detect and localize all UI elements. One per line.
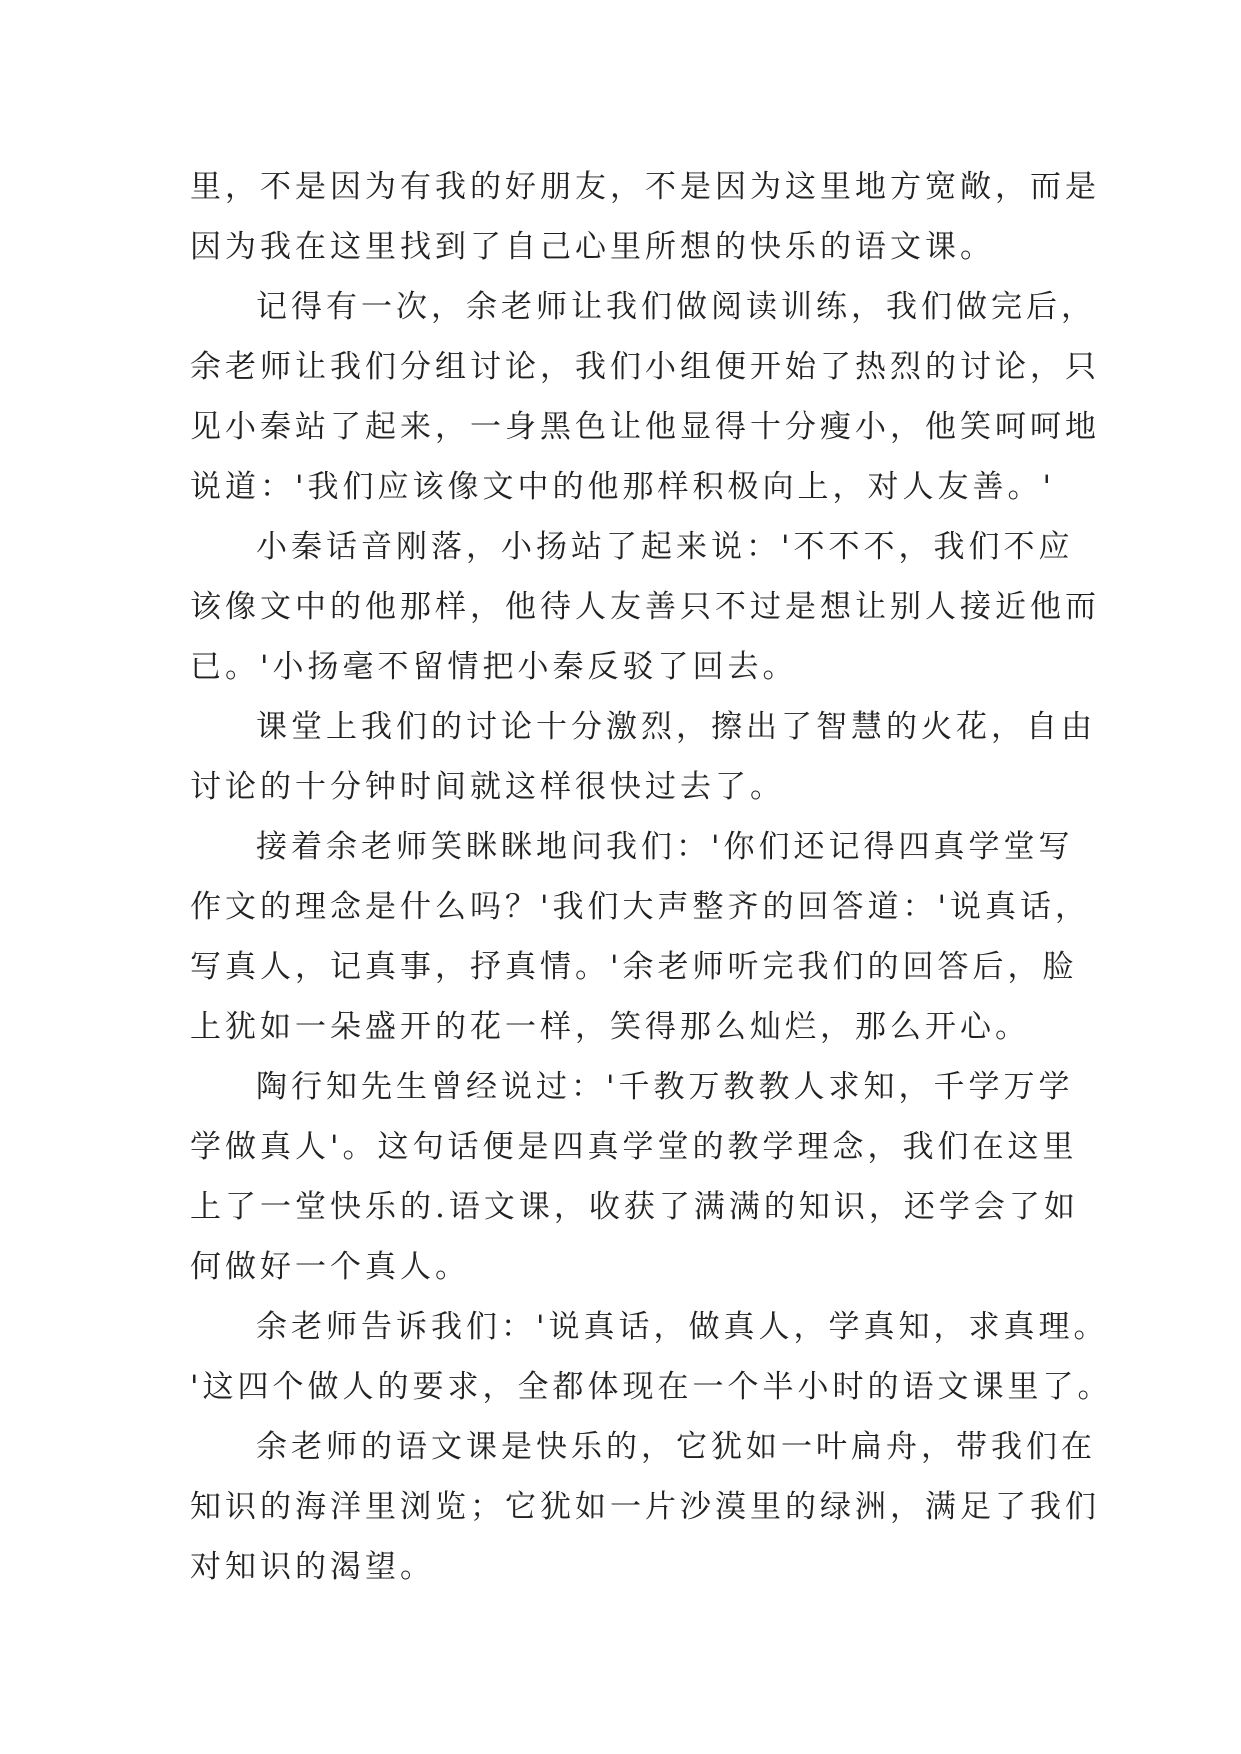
paragraph-start-line: 余老师告诉我们：'说真话，做真人，学真知，求真理。 bbox=[256, 1309, 1109, 1345]
paragraph-start-line: 记得有一次，余老师让我们做阅读训练，我们做完后， bbox=[256, 289, 1096, 325]
text-line: 对知识的渴望。 bbox=[190, 1549, 435, 1585]
text-line: 已。'小扬毫不留情把小秦反驳了回去。 bbox=[190, 649, 798, 685]
paragraph-start-line: 小秦话音刚落，小扬站了起来说：'不不不，我们不应 bbox=[256, 529, 1074, 565]
text-line: 上犹如一朵盛开的花一样，笑得那么灿烂，那么开心。 bbox=[190, 1009, 1030, 1045]
paragraph-start-line: 余老师的语文课是快乐的，它犹如一叶扁舟，带我们在 bbox=[256, 1429, 1096, 1465]
paragraph-start-line: 课堂上我们的讨论十分激烈，擦出了智慧的火花，自由 bbox=[256, 709, 1096, 745]
text-line: 见小秦站了起来，一身黑色让他显得十分瘦小，他笑呵呵地 bbox=[190, 409, 1100, 445]
text-line: '这四个做人的要求，全都体现在一个半小时的语文课里了。 bbox=[190, 1369, 1113, 1405]
text-line: 该像文中的他那样，他待人友善只不过是想让别人接近他而 bbox=[190, 589, 1100, 625]
text-line: 作文的理念是什么吗？'我们大声整齐的回答道：'说真话， bbox=[190, 889, 1091, 925]
text-line: 知识的海洋里浏览；它犹如一片沙漠里的绿洲，满足了我们 bbox=[190, 1489, 1100, 1525]
document-page bbox=[190, 157, 1113, 1597]
text-line: 说道：'我们应该像文中的他那样积极向上，对人友善。' bbox=[190, 469, 1056, 505]
text-line: 上了一堂快乐的.语文课，收获了满满的知识，还学会了如 bbox=[190, 1189, 1079, 1225]
paragraph-start-line: 接着余老师笑眯眯地问我们：'你们还记得四真学堂写 bbox=[256, 829, 1074, 865]
text-line: 里，不是因为有我的好朋友，不是因为这里地方宽敞，而是 bbox=[190, 169, 1100, 205]
text-line: 写真人，记真事，抒真情。'余老师听完我们的回答后，脸 bbox=[190, 949, 1078, 985]
text-line: 余老师让我们分组讨论，我们小组便开始了热烈的讨论，只 bbox=[190, 349, 1100, 385]
text-line: 何做好一个真人。 bbox=[190, 1249, 470, 1285]
paragraph-start-line: 陶行知先生曾经说过：'千教万教教人求知，千学万学 bbox=[256, 1069, 1074, 1105]
text-line: 因为我在这里找到了自己心里所想的快乐的语文课。 bbox=[190, 229, 995, 265]
text-line: 学做真人'。这句话便是四真学堂的教学理念，我们在这里 bbox=[190, 1129, 1078, 1165]
text-line: 讨论的十分钟时间就这样很快过去了。 bbox=[190, 769, 785, 805]
